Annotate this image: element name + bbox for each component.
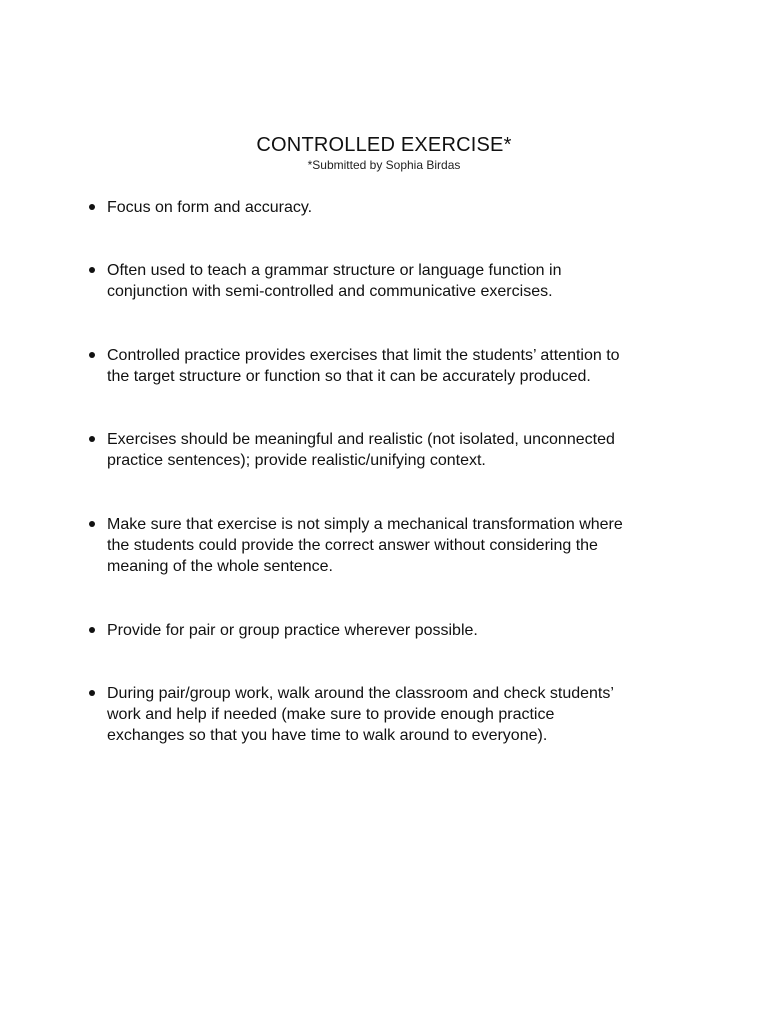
bullet-text: Controlled practice provides exercises that limit the students’ attention to the target structure or function so that it can be accurately produced.: [107, 347, 620, 385]
bullet-dot-icon: [89, 521, 95, 527]
bullet-dot-icon: [89, 690, 95, 696]
bullet-text: Make sure that exercise is not simply a mechanical transformation where the students could provide the correct answer without considering the meaning of the whole sentence.: [107, 516, 623, 575]
bullet-text: Focus on form and accuracy.: [107, 199, 313, 216]
bullet-dot-icon: [89, 204, 95, 210]
document-subtitle: *Submitted by Sophia Birdas: [307, 158, 461, 172]
bullet-text: Exercises should be meaningful and realistic (not isolated, unconnected practice sentences); provide realistic/unifying context.: [107, 431, 615, 469]
bullet-dot-icon: [89, 352, 95, 358]
bullet-dot-icon: [89, 627, 95, 633]
bullet-text: During pair/group work, walk around the classroom and check students’ work and help if needed (make sure to provide enough practice exchanges so that you have time to walk around to everyone).: [107, 685, 614, 744]
bullet-dot-icon: [89, 436, 95, 442]
bullet-text: Provide for pair or group practice wherever possible.: [107, 622, 478, 639]
bullet-text: Often used to teach a grammar structure or language function in conjunction with semi-controlled and communicative exercises.: [107, 262, 562, 300]
document-title: CONTROLLED EXERCISE*: [256, 134, 512, 156]
bullet-dot-icon: [89, 267, 95, 273]
